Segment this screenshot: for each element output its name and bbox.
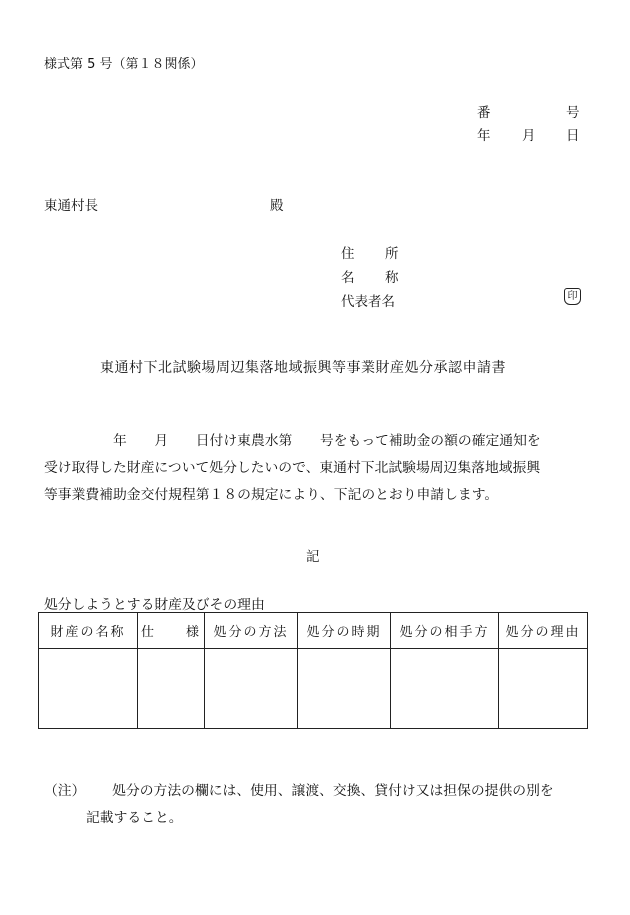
- table-caption: 処分しようとする財産及びその理由: [44, 597, 265, 613]
- note-line-1: 処分の方法の欄には、使用、譲渡、交換、貸付け又は担保の提供の別を: [112, 783, 554, 799]
- col-header-property-name: 財産の名称: [39, 613, 138, 649]
- cell-reason[interactable]: [499, 649, 588, 729]
- col-header-counterparty: 処分の相手方: [391, 613, 499, 649]
- property-table: [38, 612, 588, 729]
- note-block: [44, 778, 554, 832]
- col-header-spec: 仕 様: [138, 613, 205, 649]
- document-title: 東通村下北試験場周辺集落地域振興等事業財産処分承認申請書: [100, 360, 506, 376]
- ki-heading: 記: [306, 549, 320, 565]
- col-header-method: 処分の方法: [205, 613, 298, 649]
- date-day: 日: [566, 128, 580, 144]
- address-label-a: 住: [341, 246, 355, 262]
- name-label-b: 称: [385, 270, 399, 286]
- addressee-name: 東通村長: [44, 198, 98, 214]
- form-number: 様式第 5 号（第１８関係）: [44, 57, 204, 72]
- note-line-2: 記載すること。: [86, 810, 183, 826]
- table-header-row: [39, 613, 588, 649]
- cell-counterparty[interactable]: [391, 649, 499, 729]
- body-line-1: 年 月 日付け東農水第 号をもって補助金の額の確定通知を: [44, 433, 541, 449]
- date-month: 月: [522, 128, 536, 144]
- cell-timing[interactable]: [298, 649, 391, 729]
- cell-spec[interactable]: [138, 649, 205, 729]
- body-line-3: 等事業費補助金交付規程第１８の規定により、下記のとおり申請します。: [44, 487, 499, 503]
- seal-mark: 印: [564, 288, 581, 305]
- addressee-honorific: 殿: [270, 198, 284, 214]
- table-row: [39, 649, 588, 729]
- number-label-go: 号: [566, 105, 580, 121]
- cell-method[interactable]: [205, 649, 298, 729]
- body-paragraph: [44, 428, 592, 509]
- date-year: 年: [477, 128, 491, 144]
- col-header-timing: 処分の時期: [298, 613, 391, 649]
- cell-property-name[interactable]: [39, 649, 138, 729]
- address-label-b: 所: [385, 246, 399, 262]
- col-header-reason: 処分の理由: [499, 613, 588, 649]
- note-label: （注）: [44, 783, 86, 799]
- number-label-ban: 番: [477, 105, 491, 121]
- representative-label: 代表者名: [341, 294, 395, 310]
- name-label-a: 名: [341, 270, 355, 286]
- body-line-2: 受け取得した財産について処分したいので、東通村下北試験場周辺集落地域振興: [44, 460, 541, 476]
